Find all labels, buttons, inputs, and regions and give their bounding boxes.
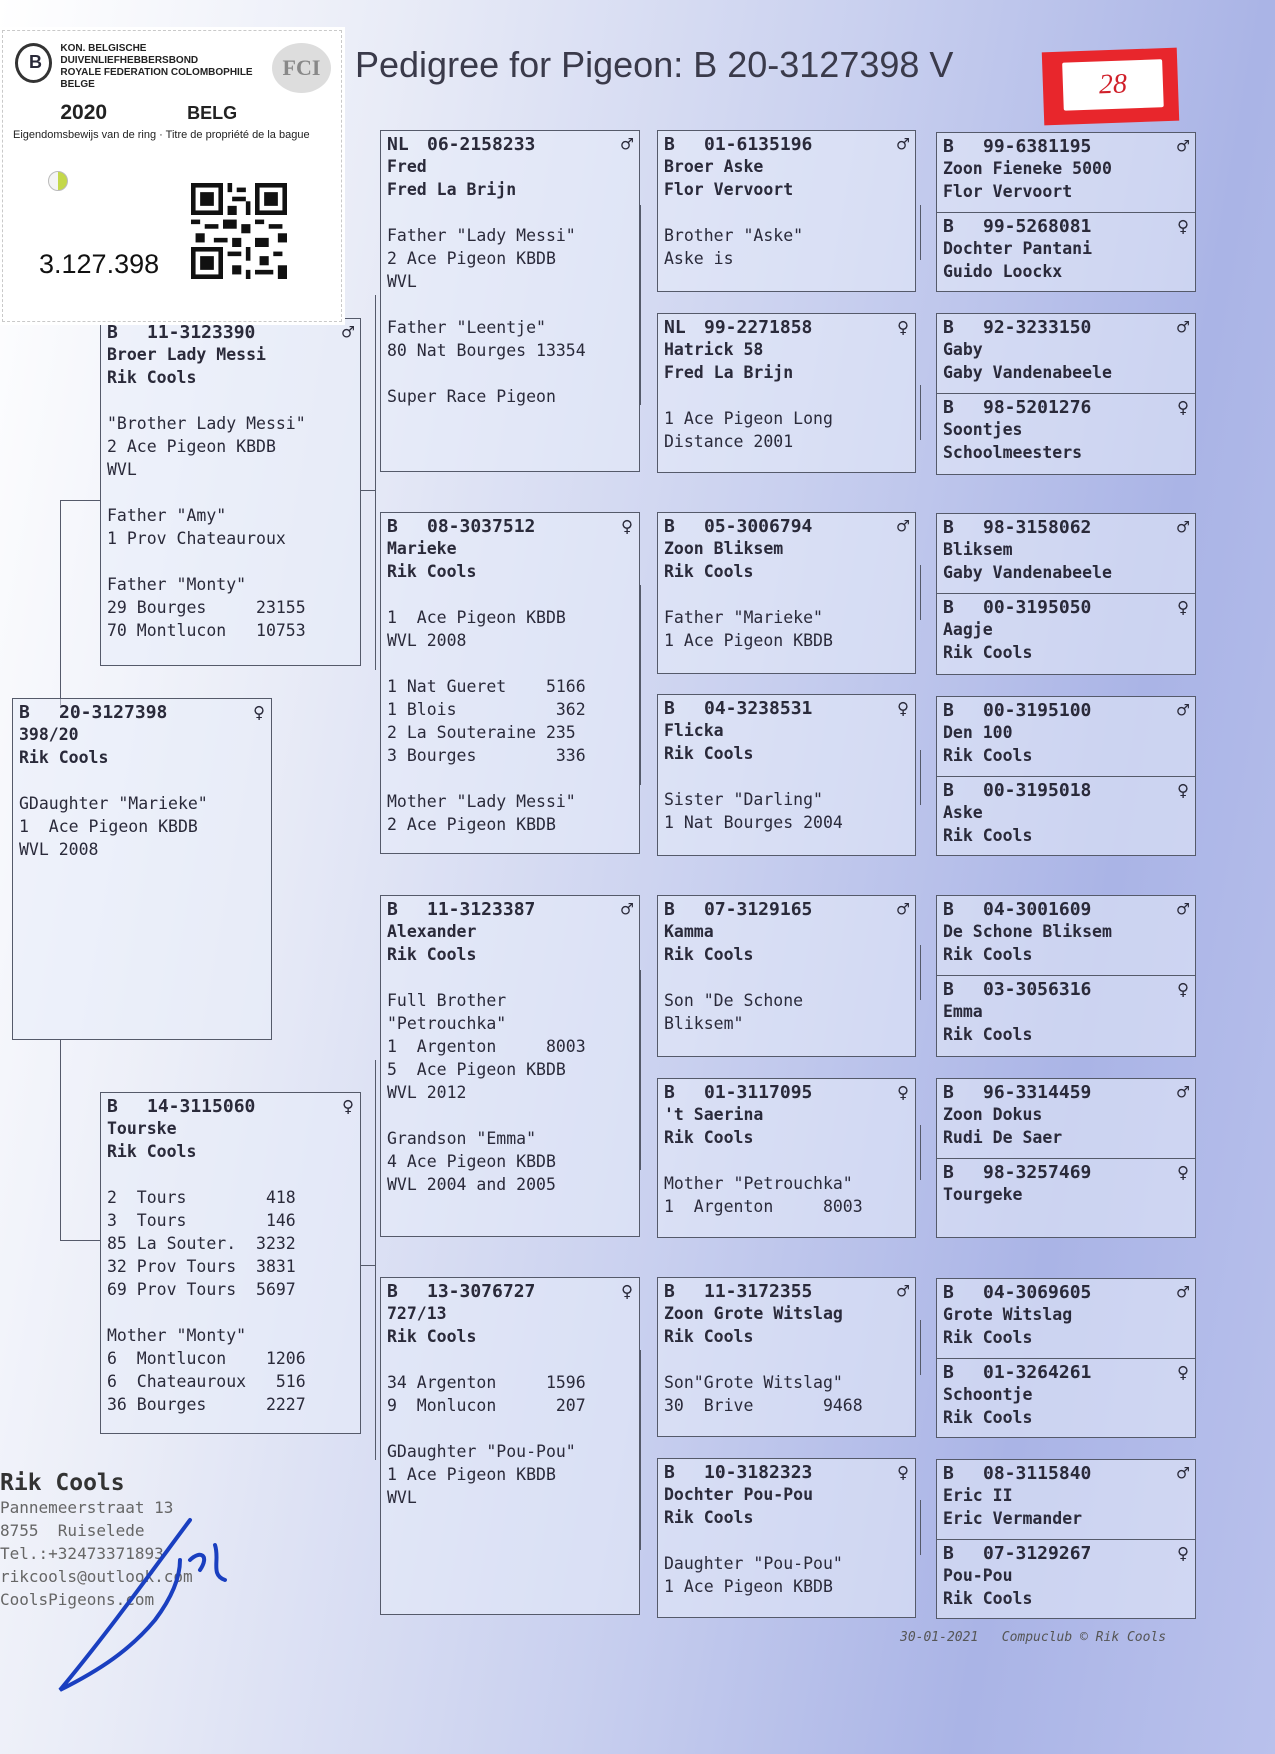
ring-ownership-card xyxy=(2,30,342,322)
pigeon-name: 398/20 xyxy=(19,725,79,744)
pigeon-card-gen4[interactable] xyxy=(937,1539,1195,1619)
pigeon-name: Zoon Fieneke 5000 xyxy=(943,159,1112,178)
ring-number: 98-3158062 xyxy=(983,516,1092,538)
breeder-name: Rik Cools xyxy=(943,1328,1033,1347)
fci-logo-icon: FCI xyxy=(272,43,331,93)
pigeon-notes: GDaughter "Marieke" 1 Ace Pigeon KBDB WVL 2008 xyxy=(19,794,208,859)
breeder-name: Rik Cools xyxy=(387,1327,477,1346)
ring-number: 11-3123390 xyxy=(147,321,256,343)
sex-symbol: ♀ xyxy=(896,696,909,720)
sex-symbol: ♀ xyxy=(1176,778,1189,802)
pigeon-notes: Mother "Petrouchka" 1 Argenton 8003 xyxy=(664,1174,863,1216)
connector xyxy=(60,500,61,705)
ring-number: 04-3001609 xyxy=(983,898,1092,920)
breeder-name: Rik Cools xyxy=(664,1508,754,1527)
sex-symbol: ♀ xyxy=(1176,214,1189,238)
country-code: B xyxy=(387,898,398,920)
ring-number: 11-3123387 xyxy=(427,898,536,920)
sex-symbol: ♀ xyxy=(620,514,633,538)
pigeon-name: Marieke xyxy=(387,539,457,558)
pigeon-name: Gaby xyxy=(943,340,983,359)
country-code: B xyxy=(943,596,954,618)
breeder-name: Gaby Vandenabeele xyxy=(943,363,1112,382)
sex-symbol: ♀ xyxy=(1176,595,1189,619)
sex-symbol: ♂ xyxy=(896,1279,909,1303)
pigeon-card-gen4[interactable] xyxy=(937,514,1195,593)
country-code: B xyxy=(943,135,954,157)
pigeon-notes: Full Brother "Petrouchka" 1 Argenton 8003 5 Ace Pigeon KBDB WVL 2012 Grandson "Emma" 4 Ace Pigeon KBDB WVL 2004 and 2005 xyxy=(387,991,586,1194)
breeder-name: Rik Cools xyxy=(943,1025,1033,1044)
sex-symbol: ♂ xyxy=(1176,698,1189,722)
connector xyxy=(920,750,921,805)
pigeon-card-gen2-1[interactable] xyxy=(380,130,640,472)
pigeon-pair-gen4-5 xyxy=(936,895,1196,1057)
pigeon-pair-gen4-3 xyxy=(936,513,1196,675)
pigeon-card-gen3-1[interactable] xyxy=(657,130,916,292)
country-code: B xyxy=(943,1462,954,1484)
ring-color-dot-icon xyxy=(48,171,68,191)
sex-symbol: ♀ xyxy=(1176,977,1189,1001)
country-code: B xyxy=(664,1280,675,1302)
country-code: B xyxy=(943,898,954,920)
connector xyxy=(920,385,921,440)
connector xyxy=(640,1350,641,1550)
pigeon-card-gen4[interactable] xyxy=(937,1279,1195,1358)
breeder-name: Gaby Vandenabeele xyxy=(943,563,1112,582)
country-code: B xyxy=(943,1361,954,1383)
sex-symbol: ♀ xyxy=(1176,1160,1189,1184)
connector xyxy=(920,945,921,1000)
pigeon-name: Emma xyxy=(943,1002,983,1021)
ring-number: 07-3129267 xyxy=(983,1542,1092,1564)
country-code: NL xyxy=(387,133,409,155)
pigeon-notes: "Brother Lady Messi" 2 Ace Pigeon KBDB WVL Father "Amy" 1 Prov Chateauroux Father "Monty" 29 Bourges 23155 70 Montlucon 10753 xyxy=(107,414,306,640)
pigeon-name: Soontjes xyxy=(943,420,1023,439)
ring-number: 00-3195100 xyxy=(983,699,1092,721)
breeder-name: Rik Cools xyxy=(943,1408,1033,1427)
sex-symbol: ♂ xyxy=(896,132,909,156)
pigeon-card-dam[interactable] xyxy=(100,1092,361,1434)
pigeon-card-gen4[interactable] xyxy=(937,697,1195,776)
connector xyxy=(375,295,376,670)
country-code: B xyxy=(943,1161,954,1183)
connector xyxy=(920,205,921,260)
breeder-name: Rik Cools xyxy=(664,1128,754,1147)
pigeon-card-gen3-5[interactable] xyxy=(657,895,916,1057)
sex-symbol: ♂ xyxy=(620,897,633,921)
sex-symbol: ♂ xyxy=(1176,134,1189,158)
sex-symbol: ♀ xyxy=(896,1080,909,1104)
kbdb-logo-icon xyxy=(15,43,52,83)
breeder-name xyxy=(937,1206,1195,1229)
pigeon-name: Bliksem xyxy=(943,540,1013,559)
tag-number: 28 xyxy=(1062,59,1164,110)
breeder-name: Rik Cools xyxy=(664,1327,754,1346)
breeder-name: Rik Cools xyxy=(943,746,1033,765)
country-code: B xyxy=(664,697,675,719)
country-code: B xyxy=(664,898,675,920)
connector xyxy=(920,1500,921,1555)
sex-symbol: ♀ xyxy=(1176,1541,1189,1565)
country-code: B xyxy=(943,316,954,338)
country-code: B xyxy=(107,1095,118,1117)
connector xyxy=(920,1125,921,1180)
pigeon-name: Flicka xyxy=(664,721,724,740)
connector xyxy=(361,1265,375,1266)
org-name-nl: KON. BELGISCHE DUIVENLIEFHEBBERSBOND xyxy=(60,43,199,66)
ring-number: 01-3264261 xyxy=(983,1361,1092,1383)
print-stamp: 30-01-2021 Compuclub © Rik Cools xyxy=(900,1630,1167,1645)
pigeon-pair-gen4-1 xyxy=(936,132,1196,292)
pigeon-notes: Brother "Aske" Aske is xyxy=(664,226,804,268)
breeder-name: Fred La Brijn xyxy=(387,180,517,199)
sex-symbol: ♂ xyxy=(1176,1461,1189,1485)
sex-symbol: ♂ xyxy=(896,897,909,921)
breeder-name: Flor Vervoort xyxy=(664,180,794,199)
sex-symbol: ♀ xyxy=(1176,395,1189,419)
signature-icon xyxy=(40,1500,260,1700)
breeder-name: Rik Cools xyxy=(387,562,477,581)
pigeon-name: Dochter Pantani xyxy=(943,239,1093,258)
pigeon-name: De Schone Bliksem xyxy=(943,922,1112,941)
pigeon-name: Zoon Dokus xyxy=(943,1105,1043,1124)
pigeon-card-gen3-6[interactable] xyxy=(657,1078,916,1238)
country-code: B xyxy=(19,701,30,723)
pigeon-pair-gen4-7 xyxy=(936,1278,1196,1438)
breeder-name: Rik Cools xyxy=(943,643,1033,662)
ring-number: 13-3076727 xyxy=(427,1280,536,1302)
pigeon-card-gen3-8[interactable] xyxy=(657,1458,916,1618)
tag-label xyxy=(1042,48,1179,126)
ring-number: 10-3182323 xyxy=(704,1461,813,1483)
pigeon-notes: 1 Ace Pigeon Long Distance 2001 xyxy=(664,409,833,451)
pigeon-notes: Father "Lady Messi" 2 Ace Pigeon KBDB WVL Father "Leentje" 80 Nat Bourges 13354 Super Race Pigeon xyxy=(387,226,586,406)
pigeon-name: Grote Witslag xyxy=(943,1305,1073,1324)
org-name-fr: ROYALE FEDERATION COLOMBOPHILE BELGE xyxy=(60,67,253,90)
sex-symbol: ♂ xyxy=(1176,897,1189,921)
pigeon-name: 't Saerina xyxy=(664,1105,764,1124)
country-code: B xyxy=(387,515,398,537)
ring-number: 00-3195018 xyxy=(983,779,1092,801)
pigeon-pair-gen4-6 xyxy=(936,1078,1196,1238)
pigeon-card-gen2-2[interactable] xyxy=(380,512,640,854)
ring-number: 92-3233150 xyxy=(983,316,1092,338)
pigeon-notes: Son "De Schone Bliksem" xyxy=(664,991,804,1033)
pigeon-name: Dochter Pou-Pou xyxy=(664,1485,814,1504)
sex-symbol: ♂ xyxy=(1176,1280,1189,1304)
connector xyxy=(361,490,375,491)
sex-symbol: ♂ xyxy=(1176,315,1189,339)
ring-number: 01-3117095 xyxy=(704,1081,813,1103)
country-code: B xyxy=(943,1281,954,1303)
country-code: B xyxy=(943,978,954,1000)
ring-number: 98-3257469 xyxy=(983,1161,1092,1183)
connector xyxy=(920,565,921,620)
breeder-name: Rudi De Saer xyxy=(943,1128,1063,1147)
pigeon-name: Schoontje xyxy=(943,1385,1033,1404)
owner-name: Rik Cools xyxy=(0,1470,125,1496)
breeder-name: Rik Cools xyxy=(664,744,754,763)
sex-symbol: ♂ xyxy=(620,132,633,156)
pigeon-name: Zoon Grote Witslag xyxy=(664,1304,843,1323)
country-code: B xyxy=(664,1081,675,1103)
pigeon-pair-gen4-4 xyxy=(936,696,1196,856)
ring-number: 05-3006794 xyxy=(704,515,813,537)
breeder-name: Rik Cools xyxy=(19,748,109,767)
sex-symbol: ♀ xyxy=(620,1279,633,1303)
ring-number: 03-3056316 xyxy=(983,978,1092,1000)
sex-symbol: ♀ xyxy=(1176,1360,1189,1384)
sex-symbol: ♂ xyxy=(1176,515,1189,539)
pigeon-name: Aske xyxy=(943,803,983,822)
pigeon-card-gen4[interactable] xyxy=(937,393,1195,473)
pigeon-card-gen3-3[interactable] xyxy=(657,512,916,674)
country-code: B xyxy=(943,1542,954,1564)
pigeon-card-gen2-3[interactable] xyxy=(380,895,640,1237)
country-code: B xyxy=(107,321,118,343)
page-title: Pedigree for Pigeon: B 20-3127398 V xyxy=(355,44,954,85)
ring-number: 04-3069605 xyxy=(983,1281,1092,1303)
pigeon-card-gen3-7[interactable] xyxy=(657,1277,916,1437)
connector xyxy=(640,970,641,1170)
pigeon-card-gen4[interactable] xyxy=(937,593,1195,673)
pigeon-name: Aagje xyxy=(943,620,993,639)
connector xyxy=(920,1320,921,1375)
owner-address: Pannemeerstraat 13 8755 Ruiselede Tel.:+32473371893 rikcools@outlook.com CoolsPigeons.com xyxy=(0,1498,193,1609)
pigeon-notes: 2 Tours 418 3 Tours 146 85 La Souter. 3232 32 Prov Tours 3831 69 Prov Tours 5697 Mother "Monty" 6 Montlucon 1206 6 Chateauroux 516 36 Bourges 2227 xyxy=(107,1188,306,1414)
breeder-name: Fred La Brijn xyxy=(664,363,794,382)
pigeon-card-gen4[interactable] xyxy=(937,1460,1195,1539)
pigeon-card-gen3-2[interactable] xyxy=(657,313,916,473)
breeder-name: Rik Cools xyxy=(943,826,1033,845)
ring-number-large: 3.127.398 xyxy=(39,249,160,279)
ring-number: 99-5268081 xyxy=(983,215,1092,237)
country-code: NL xyxy=(664,316,686,338)
country-code: B xyxy=(943,516,954,538)
pigeon-card-gen4[interactable] xyxy=(937,1158,1195,1238)
connector xyxy=(60,1240,100,1241)
pigeon-pair-gen4-2 xyxy=(936,313,1196,475)
sex-symbol: ♀ xyxy=(896,1460,909,1484)
pigeon-notes: Sister "Darling" 1 Nat Bourges 2004 xyxy=(664,790,843,832)
connector xyxy=(60,1040,61,1240)
pigeon-name: Zoon Bliksem xyxy=(664,539,784,558)
ring-number: 01-6135196 xyxy=(704,133,813,155)
pigeon-name: Tourske xyxy=(107,1119,177,1138)
pigeon-card-gen3-4[interactable] xyxy=(657,694,916,856)
ring-number: 07-3129165 xyxy=(704,898,813,920)
pigeon-card-subject[interactable] xyxy=(12,698,272,1040)
pigeon-notes: Father "Marieke" 1 Ace Pigeon KBDB xyxy=(664,608,833,650)
pigeon-card-gen4[interactable] xyxy=(937,975,1195,1055)
pigeon-name: Broer Aske xyxy=(664,157,764,176)
pigeon-notes: Son"Grote Witslag" 30 Brive 9468 xyxy=(664,1373,863,1415)
country-code: B xyxy=(664,515,675,537)
pigeon-name: Hatrick 58 xyxy=(664,340,764,359)
ring-number: 96-3314459 xyxy=(983,1081,1092,1103)
breeder-name: Rik Cools xyxy=(664,562,754,581)
pigeon-name: 727/13 xyxy=(387,1304,447,1323)
ownership-caption: Eigendomsbewijs van de ring · Titre de propriété de la bague xyxy=(13,129,310,141)
pigeon-name: Kamma xyxy=(664,922,714,941)
sex-symbol: ♂ xyxy=(341,320,354,344)
sex-symbol: ♀ xyxy=(341,1094,354,1118)
country-code: B xyxy=(664,133,675,155)
pigeon-card-gen4[interactable] xyxy=(937,1079,1195,1158)
pigeon-card-gen4[interactable] xyxy=(937,896,1195,975)
country-code: B xyxy=(943,396,954,418)
qr-code-icon xyxy=(191,183,287,279)
pigeon-card-gen4[interactable] xyxy=(937,776,1195,856)
breeder-name: Schoolmeesters xyxy=(943,443,1083,462)
breeder-name: Eric Vermander xyxy=(943,1509,1083,1528)
country-code: B xyxy=(387,1280,398,1302)
pigeon-card-gen2-4[interactable] xyxy=(380,1277,640,1615)
breeder-name: Guido Loockx xyxy=(943,262,1063,281)
connector xyxy=(375,1060,376,1460)
ring-number: 98-5201276 xyxy=(983,396,1092,418)
pigeon-name: Broer Lady Messi xyxy=(107,345,266,364)
country-code: B xyxy=(943,215,954,237)
pigeon-name: Pou-Pou xyxy=(943,1566,1013,1585)
ring-number: 04-3238531 xyxy=(704,697,813,719)
breeder-name: Rik Cools xyxy=(943,1589,1033,1608)
breeder-name: Rik Cools xyxy=(387,945,477,964)
pigeon-name: Den 100 xyxy=(943,723,1013,742)
pigeon-card-gen4[interactable] xyxy=(937,133,1195,212)
breeder-name: Flor Vervoort xyxy=(943,182,1073,201)
pigeon-name: Alexander xyxy=(387,922,477,941)
breeder-name: Rik Cools xyxy=(943,945,1033,964)
pigeon-pair-gen4-8 xyxy=(936,1459,1196,1619)
pigeon-notes: Daughter "Pou-Pou" 1 Ace Pigeon KBDB xyxy=(664,1554,843,1596)
sex-symbol: ♂ xyxy=(896,514,909,538)
breeder-name: Rik Cools xyxy=(107,1142,197,1161)
ring-number: 20-3127398 xyxy=(59,701,168,723)
breeder-name: Rik Cools xyxy=(107,368,197,387)
breeder-name: Rik Cools xyxy=(664,945,754,964)
ring-number: 14-3115060 xyxy=(147,1095,256,1117)
country-code: B xyxy=(943,1081,954,1103)
ring-year: 2020 xyxy=(60,101,108,124)
pigeon-name: Tourgeke xyxy=(943,1185,1023,1204)
pigeon-card-gen4[interactable] xyxy=(937,314,1195,393)
ring-number: 99-2271858 xyxy=(704,316,813,338)
sex-symbol: ♀ xyxy=(896,315,909,339)
ring-number: 08-3115840 xyxy=(983,1462,1092,1484)
connector xyxy=(640,585,641,785)
ring-number: 00-3195050 xyxy=(983,596,1092,618)
ring-country: BELG xyxy=(187,103,238,123)
pigeon-name: Eric II xyxy=(943,1486,1013,1505)
ring-number: 99-6381195 xyxy=(983,135,1092,157)
country-code: B xyxy=(943,699,954,721)
pigeon-card-gen4[interactable] xyxy=(937,1358,1195,1438)
pigeon-card-gen4[interactable] xyxy=(937,212,1195,292)
ring-number: 08-3037512 xyxy=(427,515,536,537)
pigeon-card-sire[interactable] xyxy=(100,318,361,666)
ring-number: 11-3172355 xyxy=(704,1280,813,1302)
pigeon-notes: 34 Argenton 1596 9 Monlucon 207 GDaughter "Pou-Pou" 1 Ace Pigeon KBDB WVL xyxy=(387,1373,586,1507)
sex-symbol: ♂ xyxy=(1176,1080,1189,1104)
country-code: B xyxy=(664,1461,675,1483)
sex-symbol: ♀ xyxy=(252,700,265,724)
ring-number: 06-2158233 xyxy=(427,133,536,155)
pigeon-name: Fred xyxy=(387,157,427,176)
country-code: B xyxy=(943,779,954,801)
connector xyxy=(60,500,100,501)
connector xyxy=(640,205,641,405)
pigeon-notes: 1 Ace Pigeon KBDB WVL 2008 1 Nat Gueret 5166 1 Blois 362 2 La Souteraine 235 3 Bourges 336 Mother "Lady Messi" 2 Ace Pigeon KBDB xyxy=(387,608,586,834)
